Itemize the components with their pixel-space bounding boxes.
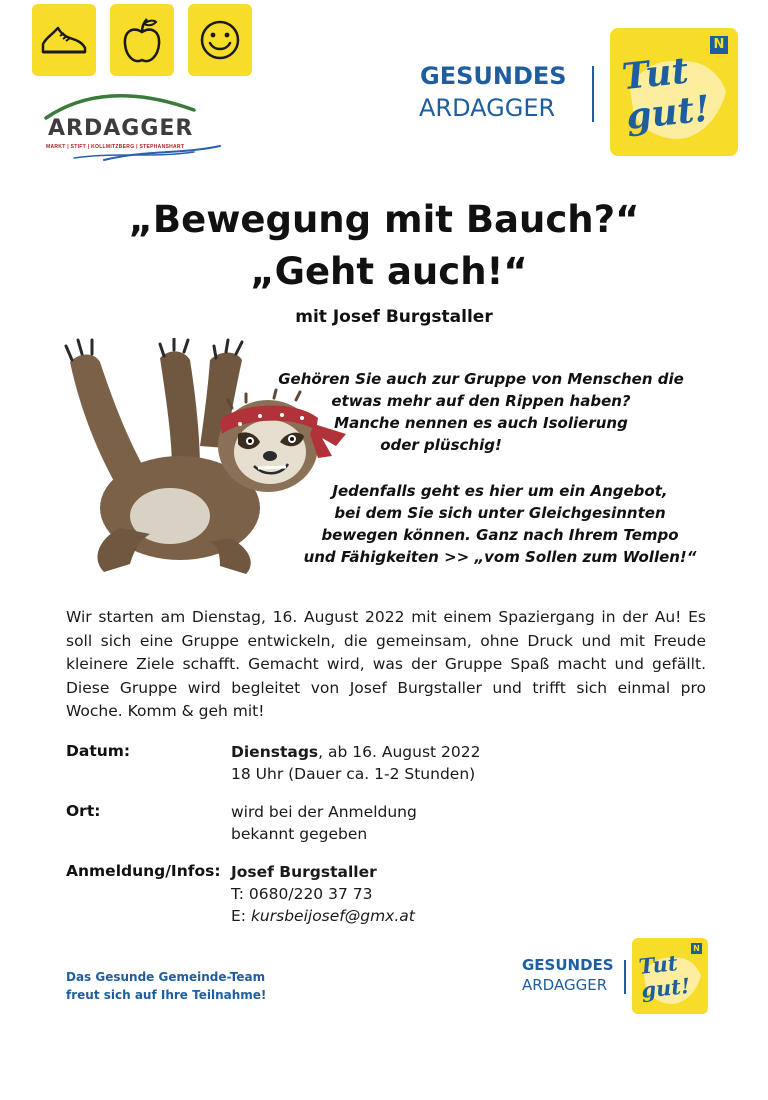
datum-label: Datum: <box>66 742 131 760</box>
contact-name: Josef Burgstaller <box>231 863 377 881</box>
intro-line: bewegen können. Ganz nach Ihrem Tempo <box>321 526 679 544</box>
datum-day: Dienstags <box>231 743 319 761</box>
apple-icon <box>118 14 166 68</box>
gesundes-logo-small-line1: GESUNDES <box>522 956 614 974</box>
ort-line2: bekannt gegeben <box>231 825 368 843</box>
smiley-icon <box>196 14 244 66</box>
datum-date: , ab 16. August 2022 <box>318 743 481 761</box>
intro-line: Jedenfalls geht es hier um ein Angebot, <box>332 482 668 500</box>
shoe-tile <box>32 4 96 76</box>
contact-email[interactable]: kursbeijosef@gmx.at <box>250 907 415 925</box>
ardagger-logo <box>44 88 224 168</box>
ort-line1: wird bei der Anmeldung <box>231 803 417 821</box>
anmeldung-value <box>231 861 415 927</box>
gesundes-logo-line1: GESUNDES <box>420 62 567 90</box>
tut-gut-badge <box>610 28 738 156</box>
intro-line: und Fähigkeiten >> „vom Sollen zum Wollen!“ <box>303 548 697 566</box>
datum-value <box>231 741 480 785</box>
intro-line: bei dem Sie sich unter Gleichgesinnten <box>334 504 666 522</box>
tut-gut-text-small: Tut gut! <box>637 950 692 1003</box>
description-paragraph: Wir starten am Dienstag, 16. August 2022 mit einem Spaziergang in der Au! Es soll sich eine Gruppe entwickeln, die gemeinsam, ohne Druck und mit Freude kleinere Ziele schafft. Gemacht wird, was der Gruppe Spaß macht und gefällt. Diese Gruppe wird begleitet von Josef Burgstaller und trifft sich einmal pro Woche. Komm & geh mit! <box>66 608 706 720</box>
headline-subtitle: mit Josef Burgstaller <box>295 307 493 327</box>
gesundes-logo-line2: ARDAGGER <box>419 94 556 122</box>
contact-phone: T: 0680/220 37 73 <box>231 885 373 903</box>
team-footer <box>66 968 266 1004</box>
ort-label: Ort: <box>66 802 101 820</box>
smiley-tile <box>188 4 252 76</box>
running-shoe-icon <box>40 14 88 66</box>
apple-tile <box>110 4 174 76</box>
intro-block-1 <box>258 368 704 456</box>
headline-line2: „Geht auch!“ <box>250 250 528 293</box>
ardagger-tagline: MARKT | STIFT | KOLLMITZBERG | STEPHANSHART <box>46 144 185 150</box>
tut-gut-text: Tut gut! <box>619 49 712 139</box>
gesundes-logo-small-divider <box>624 960 626 994</box>
noe-mark-icon-small: N <box>691 943 702 954</box>
intro-line: Manche nennen es auch Isolierung <box>334 414 628 432</box>
gesundes-logo-divider <box>592 66 594 122</box>
anmeldung-label: Anmeldung/Infos: <box>66 862 221 880</box>
intro-block-2 <box>290 480 710 568</box>
ardagger-wordmark: ARDAGGER <box>48 116 194 141</box>
team-line2: freut sich auf Ihre Teilnahme! <box>66 988 267 1002</box>
tut-gut-badge-small <box>632 938 708 1014</box>
intro-line: Gehören Sie auch zur Gruppe von Menschen die <box>278 370 684 388</box>
contact-email-prefix: E: <box>231 907 251 925</box>
team-line1: Das Gesunde Gemeinde-Team <box>66 970 266 984</box>
intro-line: oder plüschig! <box>380 436 502 454</box>
headline-line1: „Bewegung mit Bauch?“ <box>128 198 640 241</box>
ort-value <box>231 801 417 845</box>
datum-time: 18 Uhr (Dauer ca. 1-2 Stunden) <box>231 765 476 783</box>
gesundes-logo-small-line2: ARDAGGER <box>522 976 608 994</box>
noe-mark-icon: N <box>710 36 728 54</box>
intro-line: etwas mehr auf den Rippen haben? <box>331 392 631 410</box>
